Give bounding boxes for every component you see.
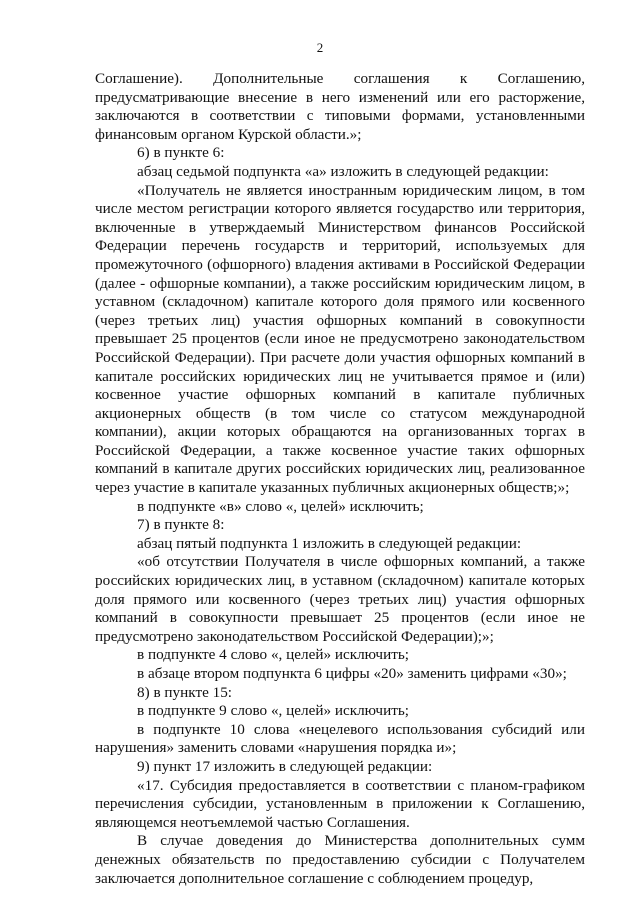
paragraph: 9) пункт 17 изложить в следующей редакции: <box>137 757 433 775</box>
paragraph: абзац седьмой подпункта «а» изложить в следующей редакции: <box>137 162 549 180</box>
paragraph: абзац пятый подпункта 1 изложить в следующей редакции: <box>137 534 522 552</box>
paragraph: 6) в пункте 6: <box>137 144 225 162</box>
paragraph: в абзаце втором подпункта 6 цифры «20» заменить цифрами «30»; <box>137 665 567 682</box>
paragraph: «Получатель не является иностранным юридическим лицом, в том числе местом регистрации которого является государство или территория, включенные в утверждаемый Министерством финансов Российской Федерации перечень государств и территорий, используемых для промежуточного (офшорного) владения активами в Российской Федерации (далее - офшорные компании), а также российским юридическим лицом, в уставном (складочном) капитале которого доля прямого или косвенного (через третьих лиц) участия офшорных компаний в совокупности превышает 25 процентов (если иное не предусмотрено законодательством Российской Федерации). При расчете доли участия офшорных компаний в капитале российских юридических лиц не учитывается прямое и (или) косвенное участие офшорных компаний в капитале публичных акционерных обществ (в том числе со статусом международной компании), акции которых обращаются на организованных торгах в Российской Федерации, а также косвенное участие таких офшорных компаний в капитале других российских юридических лиц, реализованное через участие в капитале указанных публичных акционерных обществ;»; <box>95 181 585 497</box>
paragraph: «17. Субсидия предоставляется в соответствии с планом-графиком перечисления субсидии, установленным в приложении к Соглашению, являющемся неотъемлемой частью Соглашения. <box>95 776 585 831</box>
paragraph: «об отсутствии Получателя в числе офшорных компаний, а также российских юридических лиц, в уставном (складочном) капитале которых доля прямого или косвенного (через третьих лиц) участия офшорных компаний в совокупности превышает 25 процентов (если иное не предусмотрено законодательством Российской Федерации);»; <box>95 553 585 645</box>
paragraph: в подпункте 4 слово «, целей» исключить; <box>137 646 409 664</box>
paragraph: Соглашение). Дополнительные соглашения к Соглашению, предусматривающие внесение в него изменений или его расторжение, заключаются в соответствии с типовыми формами, установленными финансовым органом Курской области.»; <box>95 70 585 143</box>
paragraph: в подпункте 9 слово «, целей» исключить; <box>137 702 409 720</box>
paragraph: 7) в пункте 8: <box>137 516 225 534</box>
document-body <box>95 70 585 888</box>
paragraph: В случае доведения до Министерства дополнительных сумм денежных обязательств по предоставлению субсидии с Получателем заключается дополнительное соглашение с соблюдением процедур, <box>95 832 585 887</box>
paragraph: 8) в пункте 15: <box>137 683 233 701</box>
paragraph: в подпункте 10 слова «нецелевого использования субсидий или нарушения» заменить словами «нарушения порядка и»; <box>95 720 585 757</box>
page-number: 2 <box>316 40 324 55</box>
paragraph: в подпункте «в» слово «, целей» исключить; <box>137 497 424 515</box>
